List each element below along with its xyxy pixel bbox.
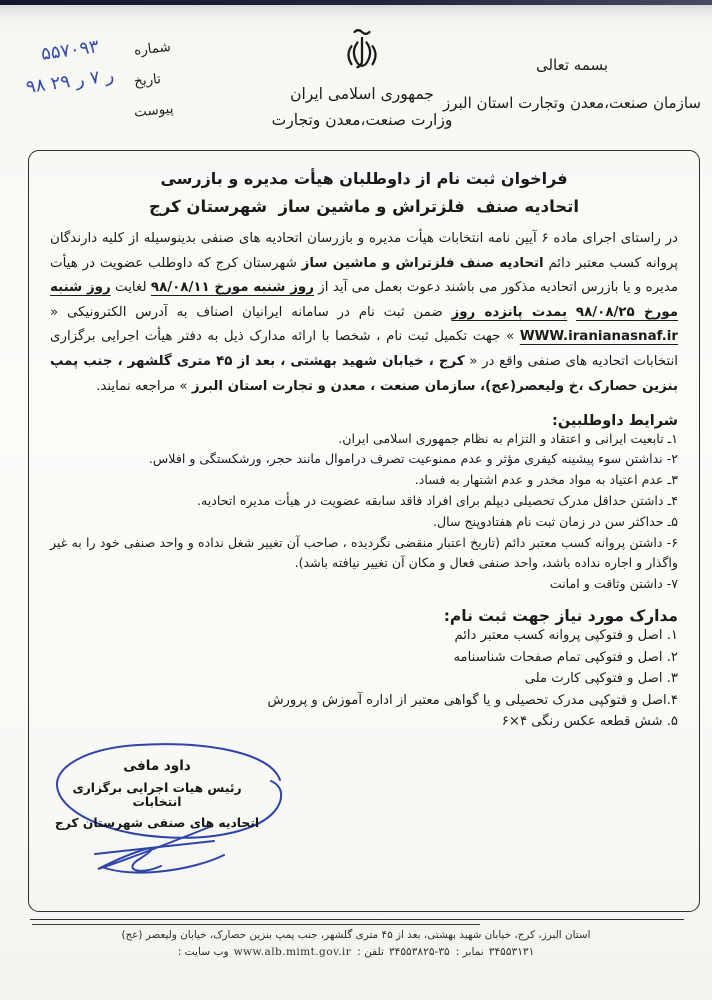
document-item-5: ۵. شش قطعه عکس رنگی ۴×۶ bbox=[501, 714, 678, 730]
footer-fax-value: ۳۴۵۵۳۱۳۱ bbox=[488, 946, 535, 958]
iran-emblem-icon bbox=[339, 26, 385, 80]
footer-phone bbox=[357, 946, 450, 958]
conditions-heading: شرایط داوطلبین: bbox=[552, 412, 678, 429]
signatory-title-2: اتحادیه های صنفی شهرستان کرج bbox=[54, 816, 260, 830]
signatory-text bbox=[54, 758, 260, 830]
footer-fax-label: نمابر : bbox=[455, 946, 484, 958]
condition-item-1: ۱ـ تابعیت ایرانی و اعتقاد و التزام به نظام جمهوری اسلامی ایران. bbox=[338, 430, 678, 446]
document-item-3: ۳. اصل و فتوکپی کارت ملی bbox=[524, 671, 678, 687]
condition-item-3: ۳ـ عدم اعتیاد به مواد مخدر و عدم اشتهار به فساد. bbox=[414, 472, 678, 488]
condition-item-7: ۷- داشتن وثاقت و امانت bbox=[549, 576, 678, 592]
end-date: روز شنبه مورخ ۹۸/۰۸/۲۵ bbox=[50, 280, 678, 320]
scan-edge-shadow bbox=[0, 5, 712, 19]
announcement-paragraph bbox=[50, 227, 678, 399]
footer-phone-label: تلفن : bbox=[357, 946, 384, 958]
signatory-title-1: رئیس هیات اجرایی برگزاری انتخابات bbox=[72, 781, 242, 809]
footer-divider-short bbox=[32, 924, 480, 925]
footer bbox=[0, 929, 712, 958]
announcement-title: فراخوان ثبت نام از داوطلبان هیأت مدیره و بازرسی bbox=[160, 169, 568, 188]
republic-title: جمهوری اسلامی ایران bbox=[290, 85, 434, 103]
paragraph-text: » جهت تکمیل ثبت نام ، شخصا با ارائه مدارک ذیل به دفتر هیأت اجرایی برگزاری انتخابات اتحادیه های صنفی واقع در « bbox=[50, 329, 678, 369]
announcement-subtitle: اتحادیه صنف فلزتراش و ماشین ساز شهرستان کرج bbox=[148, 197, 580, 216]
reference-number-value: ۵۵۷۰۹۳ bbox=[39, 36, 101, 65]
organization-title: سازمان صنعت،معدن وتجارت استان البرز bbox=[443, 94, 701, 112]
paragraph-text: لغایت bbox=[110, 280, 151, 296]
documents-heading: مدارک مورد نیاز جهت ثبت نام: bbox=[443, 606, 678, 625]
footer-phone-value: ۳۴۵۵۳۸۲۵-۳۵ bbox=[388, 946, 450, 958]
condition-item-6: ۶- داشتن پروانه کسب معتبر دائم (تاریخ اعتبار منقضی نگردیده ، صاحب آن تغییر شغل نداده و واحد صنفی خود را به غیر واگذار و اجاره نداده باشد، واحد صنفی فعال و مکان آن تغییر نیافته باشد). bbox=[50, 534, 678, 571]
footer-divider-long bbox=[30, 919, 684, 920]
paragraph-text: شهرستان کرج که داوطلب عضویت در هیأت مدیره و یا بازرس اتحادیه مذکور می باشند دعوت بعمل می آید از bbox=[50, 255, 679, 296]
document-item-1: ۱. اصل و فتوکپی پروانه کسب معتبر دائم bbox=[454, 627, 678, 643]
letterhead-center bbox=[254, 26, 470, 129]
reference-date-value: ۹۸ ر ۷ ر ۲۹ bbox=[24, 64, 116, 99]
footer-website-label: وب سایت : bbox=[177, 946, 229, 958]
reference-number-label: شماره bbox=[133, 38, 172, 59]
footer-contact-line bbox=[0, 946, 712, 958]
condition-item-5: ۵ـ حداکثر سن در زمان ثبت نام هفتادوپنج سال. bbox=[433, 513, 678, 529]
registration-website-url: WWW.iranianasnaf.ir bbox=[519, 329, 678, 345]
duration-bold: بمدت پانزده روز bbox=[451, 304, 568, 320]
condition-item-4: ۴ـ داشتن حداقل مدرک تحصیلی دیپلم برای افراد فاقد سابقه عضویت در هیأت مدیره اتحادیه. bbox=[197, 492, 678, 508]
document-item-4: ۴.اصل و فتوکپی مدرک تحصیلی و یا گواهی معتبر از اداره آموزش و پرورش bbox=[267, 692, 678, 708]
paragraph-text bbox=[567, 305, 576, 320]
union-name-bold: اتحادیه صنف فلزتراش و ماشین ساز bbox=[301, 255, 544, 271]
besmellah-text: بسمه تعالی bbox=[535, 56, 609, 74]
paragraph-text: در راستای اجرای ماده ۶ آیین نامه انتخابات هیأت مدیره و بازرسان اتحادیه های صنفی بدینوسیله از کلیه دارندگان پروانه کسب معتبر دائم bbox=[50, 231, 678, 271]
ministry-title: وزارت صنعت،معدن وتجارت bbox=[271, 111, 453, 129]
letterhead-right bbox=[440, 56, 704, 112]
footer-website bbox=[178, 946, 351, 958]
condition-item-2: ۲- نداشتن سوء پیشینه کیفری مؤثر و عدم ممنوعیت تصرف دراموال مانند حجر، ورشکستگی و افلاس. bbox=[148, 451, 678, 467]
paragraph-text: ضمن ثبت نام در سامانه ایرانیان اصناف به آدرس الکترونیکی « bbox=[50, 304, 452, 320]
office-address-bold: کرج ، خیابان شهید بهشتی ، بعد از ۴۵ متری گلشهر ، جنب پمپ بنزین حصارک ،خ ولیعصر(عج)، سازمان صنعت ، معدن و تجارت استان البرز bbox=[50, 353, 678, 394]
reference-date-row bbox=[6, 64, 186, 102]
footer-address: استان البرز، کرج، خیابان شهید بهشتی، بعد از ۴۵ متری گلشهر، جنب پمپ بنزین حصارک، خیابان ولیعصر (عج) bbox=[121, 929, 591, 941]
footer-fax bbox=[456, 946, 535, 958]
reference-block bbox=[6, 36, 186, 133]
reference-date-label: تاریخ bbox=[133, 70, 162, 90]
paragraph-text: » مراجعه نمایند. bbox=[96, 378, 192, 394]
footer-website-url: www.alb.mimt.gov.ir bbox=[233, 946, 352, 958]
signatory-name: داود مافی bbox=[123, 758, 191, 774]
signature-block bbox=[40, 736, 296, 888]
reference-attachment-label: پیوست bbox=[133, 100, 175, 121]
reference-attachment-row bbox=[6, 102, 186, 133]
start-date: روز شنبه مورخ ۹۸/۰۸/۱۱ bbox=[150, 280, 314, 296]
document-item-2: ۲. اصل و فتوکپی تمام صفحات شناسنامه bbox=[453, 649, 678, 665]
